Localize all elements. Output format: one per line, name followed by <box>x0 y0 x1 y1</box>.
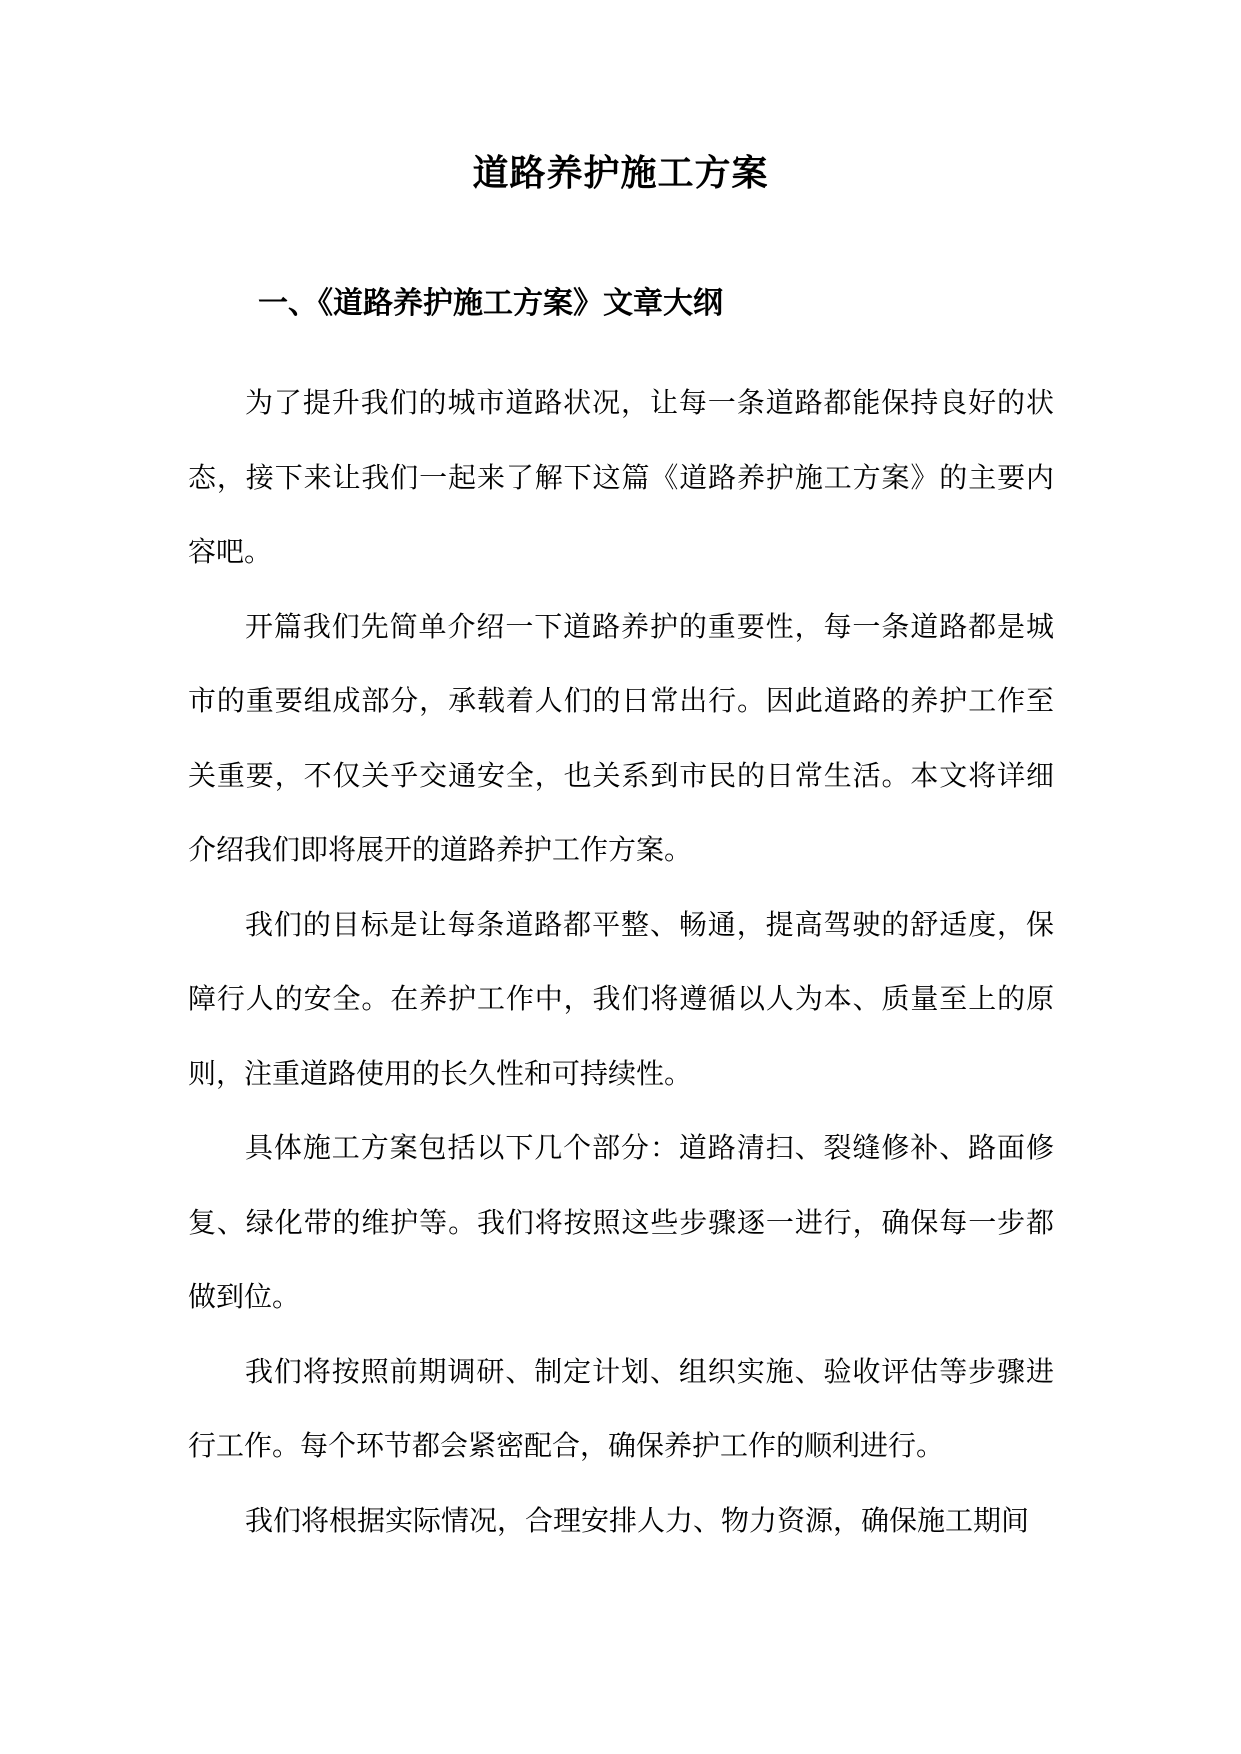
document-body <box>188 366 1054 1558</box>
section-heading: 一、《道路养护施工方案》文章大纲 <box>258 286 723 321</box>
paragraph-intro: 为了提升我们的城市道路状况，让每一条道路都能保持良好的状态，接下来让我们一起来了解下这篇《道路养护施工方案》的主要内容吧。 <box>188 386 1054 568</box>
paragraph-importance: 开篇我们先简单介绍一下道路养护的重要性，每一条道路都是城市的重要组成部分，承载着人们的日常出行。因此道路的养护工作至关重要，不仅关乎交通安全，也关系到市民的日常生活。本文将详细介绍我们即将展开的道路养护工作方案。 <box>188 609 1054 866</box>
paragraph-resources: 我们将根据实际情况，合理安排人力、物力资源，确保施工期间 <box>245 1503 1030 1537</box>
paragraph-steps: 我们将按照前期调研、制定计划、组织实施、验收评估等步骤进行工作。每个环节都会紧密配合，确保养护工作的顺利进行。 <box>188 1354 1054 1462</box>
paragraph-plan-parts: 具体施工方案包括以下几个部分：道路清扫、裂缝修补、路面修复、绿化带的维护等。我们将按照这些步骤逐一进行，确保每一步都做到位。 <box>188 1131 1054 1313</box>
document-title: 道路养护施工方案 <box>472 152 769 194</box>
paragraph-goals: 我们的目标是让每条道路都平整、畅通，提高驾驶的舒适度，保障行人的安全。在养护工作中，我们将遵循以人为本、质量至上的原则，注重道路使用的长久性和可持续性。 <box>188 907 1054 1090</box>
